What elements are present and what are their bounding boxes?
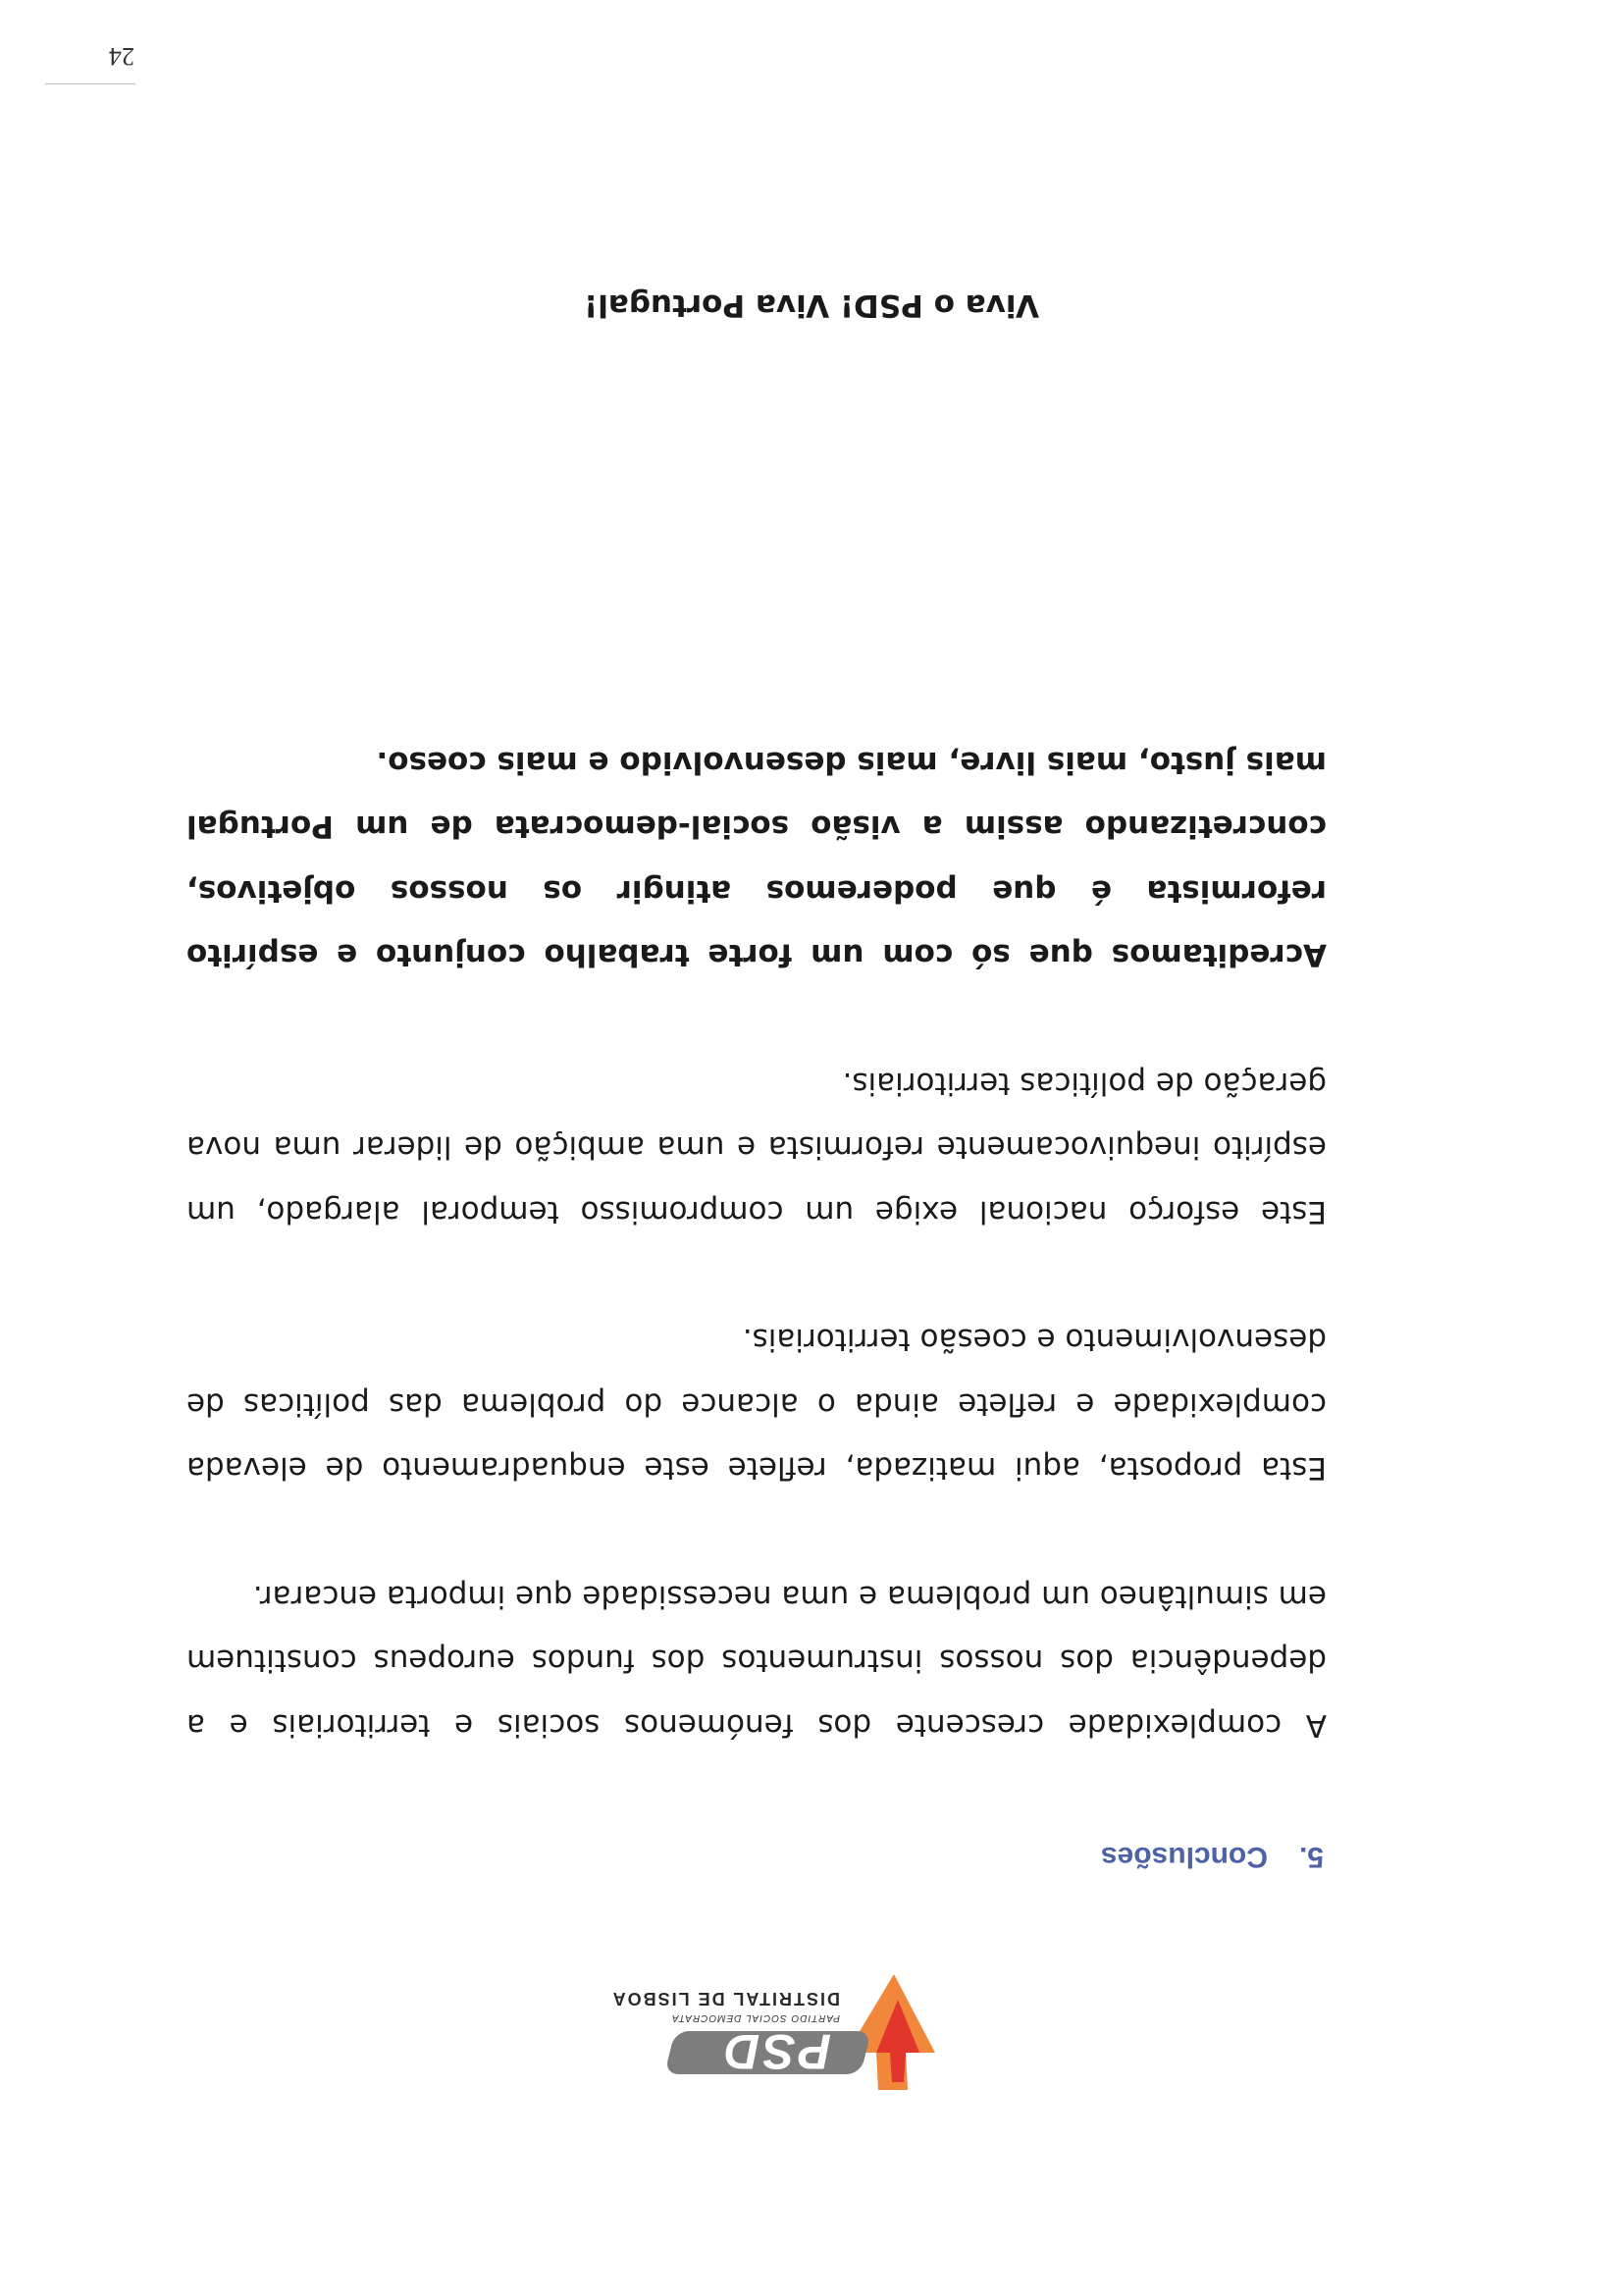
logo-district-name: DISTRITAL DE LISBOA [610,1989,840,2009]
logo-wordmark: PSD [721,2024,831,2079]
psd-logo [610,1970,941,2098]
page-number: 24 [109,42,134,71]
section-title-text: Conclusões [1100,1841,1268,1873]
closing-slogan: Viva o PSD! Viva Portugal! [584,287,1039,323]
logo-party-name: PARTIDO SOCIAL DEMOCRATA [671,2012,840,2023]
body-text [186,666,1327,1757]
page-number-rule [45,83,135,84]
paragraph: Esta proposta, aqui matizada, reflete este enquadramento de elevada complexidade e reflete ainda o alcance do problema das políticas de desenvolvimento e coesão territoriais. [186,1322,1327,1487]
paragraph-bold: Acreditamos que só com um forte trabalho conjunto e espírito reformista é que poderemos atingir os nossos objetivos, concretizando assim a visão social-democrata de um Portugal mais justo, mais livre, mais desenvolvido e mais coeso. [186,745,1327,973]
paragraph: A complexidade crescente dos fenómenos sociais e territoriais e a dependência dos nossos instrumentos dos fundos europeus constituem em simultâneo um problema e uma necessidade que importa encarar. [186,1579,1327,1743]
section-heading [1101,1840,1324,1873]
paragraph: Este esforço nacional exige um compromisso temporal alargado, um espírito inequivocamente reformista e uma ambição de liderar uma nova geração de políticas territoriais. [186,1066,1327,1229]
section-number: 5. [1298,1841,1324,1873]
